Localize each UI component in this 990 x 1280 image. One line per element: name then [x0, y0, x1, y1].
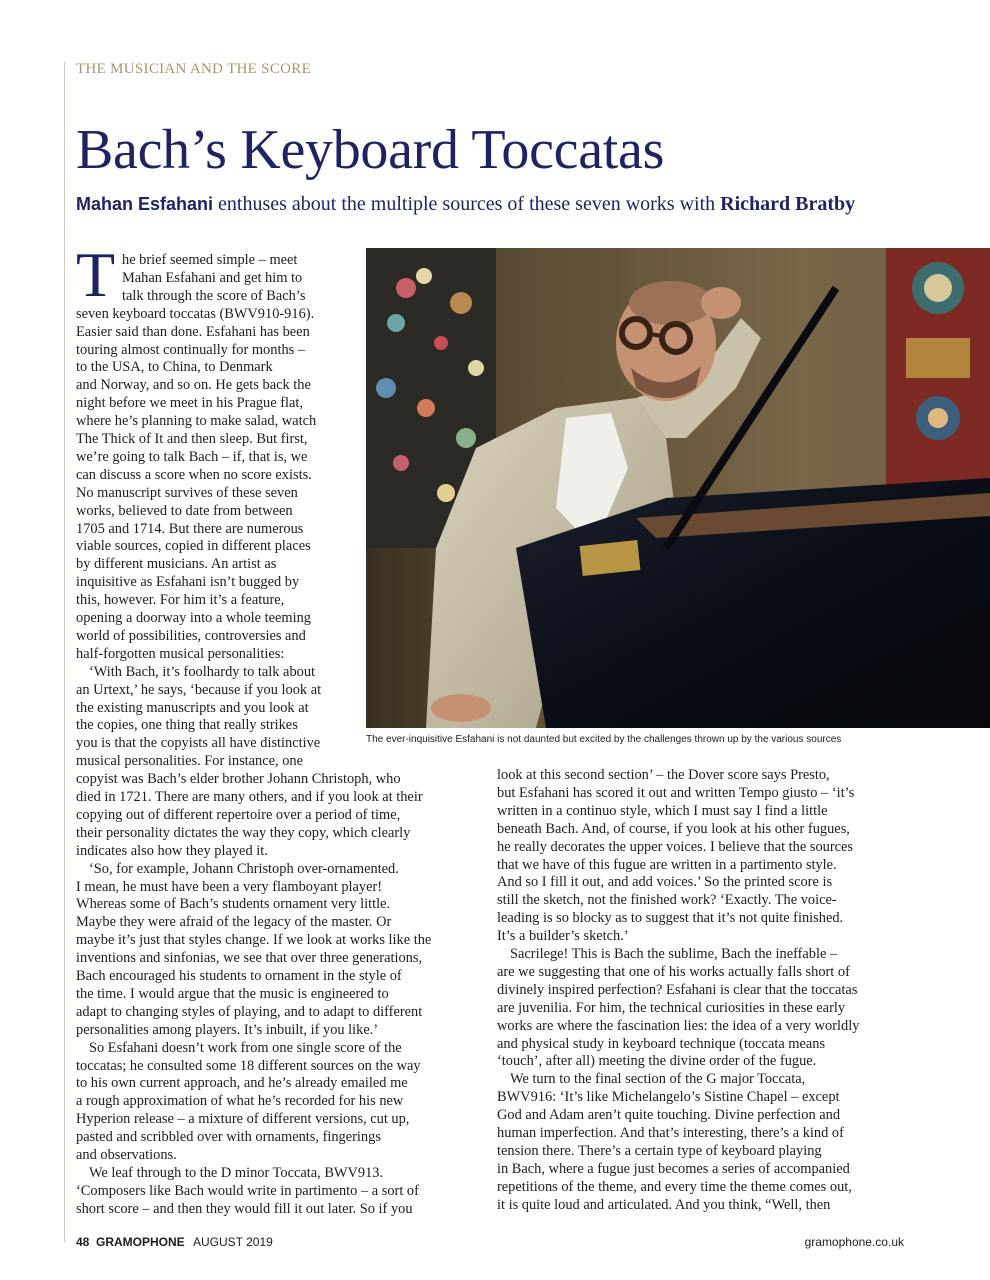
body-line: we’re going to talk Bach – if, that is, we — [76, 448, 308, 465]
body-line: divinely inspired perfection? Esfahani is clear that the toccatas — [497, 981, 858, 998]
drop-cap: T — [76, 239, 116, 310]
body-line: are we suggesting that one of his works actually falls short of — [497, 963, 850, 980]
body-line: the copies, one thing that really strikes — [76, 717, 298, 734]
body-line: opening a doorway into a whole teeming — [76, 610, 311, 626]
body-line: ‘touch’, after all) meeting the divine order of the fugue. — [497, 1053, 817, 1070]
body-line: Hyperion release – a mixture of different versions, cut up, — [76, 1111, 410, 1128]
body-line: and Norway, and so on. He gets back the — [76, 377, 311, 394]
body-line: to the USA, to China, to Denmark — [76, 359, 273, 376]
body-line: look at this second section’ – the Dover score says Presto, — [497, 767, 830, 783]
body-line: written in a continuo style, which I must say I find a little — [497, 802, 828, 819]
body-line: talk through the score of Bach’s — [122, 287, 306, 304]
body-line: works are where the fascination lies: the idea of a very worldly — [497, 1017, 860, 1034]
body-line: Bach encouraged his students to ornament in the style of — [76, 968, 402, 984]
body-line: seven keyboard toccatas (BWV910-916). — [76, 305, 315, 322]
body-line: the existing manuscripts and you look at — [76, 699, 309, 716]
body-line: he really decorates the upper voices. I believe that the sources — [497, 838, 854, 855]
body-line: copying out of different repertoire over a period of time, — [76, 806, 401, 823]
body-line: inquisitive as Esfahani isn’t bugged by — [76, 574, 300, 591]
body-line: died in 1721. There are many others, and if you look at their — [76, 789, 423, 805]
body-line: world of possibilities, controversies and — [76, 627, 306, 644]
body-line: Mahan Esfahani and get him to — [122, 269, 303, 286]
body-line: and observations. — [76, 1147, 177, 1163]
body-line: And so I fill it out, and add voices.’ So the printed score is — [497, 874, 833, 891]
body-line: 1705 and 1714. But there are numerous — [76, 520, 304, 537]
body-line: Maybe they were afraid of the legacy of the master. Or — [76, 914, 392, 931]
article-photo — [366, 248, 990, 728]
body-line: and physical study in keyboard technique (toccata means — [497, 1035, 826, 1052]
body-line: So Esfahani doesn’t work from one single score of the — [89, 1039, 402, 1056]
body-line: human imperfection. And that’s interesting, there’s a kind of — [497, 1125, 844, 1141]
body-line: short score – and then they would fill it out later. So if you — [76, 1200, 413, 1217]
body-line: this, however. For him it’s a feature, — [76, 592, 285, 609]
body-line: BWV916: ‘It’s like Michelangelo’s Sistine Chapel – except — [497, 1089, 840, 1106]
body-line: touring almost continually for months – — [76, 341, 306, 358]
body-line: tension there. There’s a certain type of keyboard playing — [497, 1142, 822, 1159]
author-name: Mahan Esfahani — [76, 194, 214, 214]
body-line: The Thick of It and then sleep. But first, — [76, 431, 308, 447]
body-line: Whereas some of Bach’s students ornament very little. — [76, 896, 391, 913]
body-line: ‘With Bach, it’s foolhardy to talk about — [89, 663, 316, 680]
magazine-name: GRAMOPHONE — [96, 1235, 185, 1249]
body-line: a rough approximation of what he’s recorded for his new — [76, 1093, 404, 1110]
body-line: can discuss a score when no score exists. — [76, 466, 312, 483]
body-line: toccatas; he consulted some 18 different sources on the way — [76, 1057, 421, 1074]
body-line: half-forgotten musical personalities: — [76, 645, 285, 662]
body-line: you is that the copyists all have distinctive — [76, 735, 321, 752]
body-line: beneath Bach. And, of course, if you look at his other fugues, — [497, 820, 850, 837]
body-line: adapt to changing styles of playing, and to adapt to different — [76, 1003, 423, 1020]
body-line: that we have of this fugue are written in a partimento style. — [497, 856, 837, 873]
body-line: ‘So, for example, Johann Christoph over-ornamented. — [89, 860, 399, 877]
body-line: still the sketch, not the finished work? ‘Exactly. The voice- — [497, 892, 837, 909]
body-line: maybe it’s just that styles change. If we look at works like the — [76, 932, 432, 949]
body-line: inventions and sinfonias, we see that over three generations, — [76, 950, 423, 967]
article-title: Bach’s Keyboard Toccatas — [76, 119, 665, 181]
body-line: where he’s planning to make salad, watch — [76, 413, 317, 430]
body-line: We leaf through to the D minor Toccata, BWV913. — [89, 1164, 384, 1181]
body-line: but Esfahani has scored it out and written Tempo giusto – ‘it’s — [497, 784, 855, 801]
body-line: to his own current approach, and he’s already emailed me — [76, 1075, 408, 1092]
body-line: copyist was Bach’s elder brother Johann Christoph, who — [76, 771, 401, 788]
body-line: works, believed to date from between — [76, 502, 293, 519]
body-line: personalities among players. It’s inbuilt, if you like.’ — [76, 1021, 379, 1038]
body-line: Sacrilege! This is Bach the sublime, Bach the ineffable – — [510, 946, 838, 962]
issue-date: AUGUST 2019 — [193, 1235, 273, 1249]
body-line: Easier said than done. Esfahani has been — [76, 323, 310, 340]
body-line: We turn to the final section of the G major Toccata, — [510, 1071, 806, 1088]
body-line: indicates also how they played it. — [76, 842, 268, 859]
body-line: an Urtext,’ he says, ‘because if you look at — [76, 681, 322, 698]
body-line: repetitions of the theme, and every time the theme comes out, — [497, 1178, 852, 1195]
body-line: night before we meet in his Prague flat, — [76, 395, 303, 412]
body-line: in Bach, where a fugue just becomes a series of accompanied — [497, 1160, 850, 1177]
body-line: No manuscript survives of these seven — [76, 484, 298, 501]
body-line: are juvenilia. For him, the technical curiosities in these early — [497, 999, 846, 1016]
page-number: 48 — [76, 1235, 90, 1249]
photo-caption: The ever-inquisitive Esfahani is not daunted but excited by the challenges thrown up by the various sources — [366, 734, 842, 745]
body-line: musical personalities. For instance, one — [76, 753, 303, 770]
coauthor-name: Richard Bratby — [720, 193, 856, 215]
body-line: God and Adam aren’t quite touching. Divine perfection and — [497, 1107, 841, 1124]
body-line: the time. I would argue that the music is engineered to — [76, 985, 389, 1002]
body-line: pasted and scribbled over with ornaments, fingerings — [76, 1129, 381, 1146]
body-line: their personality dictates the way they copy, which clearly — [76, 824, 411, 841]
magazine-url: gramophone.co.uk — [804, 1235, 904, 1249]
margin-rule — [64, 62, 65, 1242]
body-line: it is quite loud and articulated. And you think, “Well, then — [497, 1196, 831, 1213]
body-line: viable sources, copied in different places — [76, 538, 311, 555]
body-line: ‘Composers like Bach would write in partimento – a sort of — [76, 1182, 419, 1199]
body-line: leading is so blocky as to suggest that it’s not quite finished. — [497, 910, 844, 927]
body-line: he brief seemed simple – meet — [122, 252, 298, 268]
standfirst — [76, 190, 855, 218]
standfirst-text: enthuses about the multiple sources of these seven works with — [213, 193, 721, 215]
section-label: THE MUSICIAN AND THE SCORE — [76, 61, 312, 77]
body-line: I mean, he must have been a very flamboyant player! — [76, 878, 383, 895]
body-line: It’s a builder’s sketch.’ — [497, 928, 629, 945]
body-line: by different musicians. An artist as — [76, 556, 277, 573]
